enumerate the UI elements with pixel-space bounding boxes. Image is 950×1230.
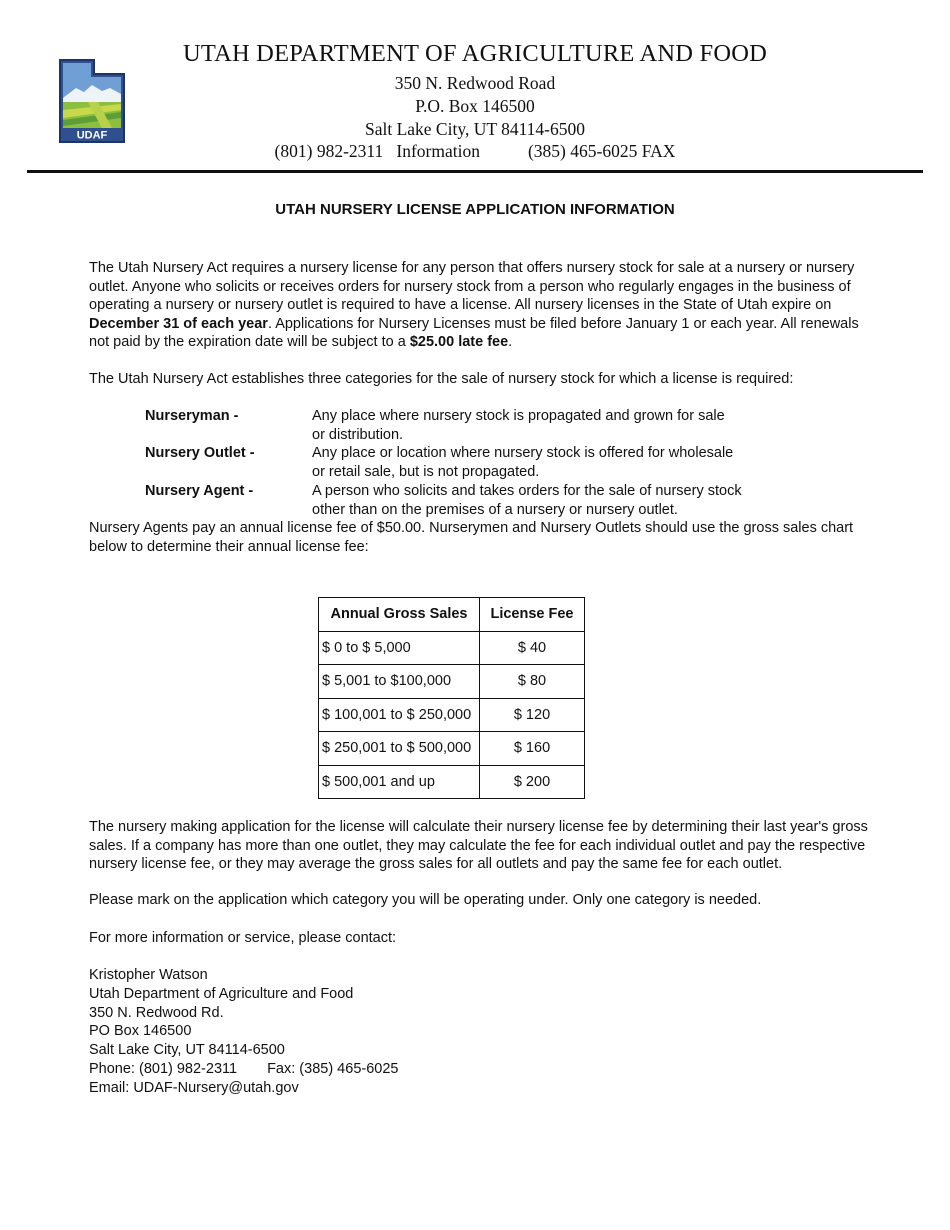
contact-street: 350 N. Redwood Rd. <box>89 1004 224 1021</box>
agency-phone: (801) 982-2311 <box>274 141 384 161</box>
udaf-logo <box>58 58 126 144</box>
contact-email: Email: UDAF-Nursery@utah.gov <box>89 1079 299 1096</box>
table-row <box>319 765 585 799</box>
column-header: License Fee <box>480 598 585 632</box>
contact-fax: Fax: (385) 465-6025 <box>267 1060 399 1077</box>
category-term: Nursery Agent - <box>145 483 254 499</box>
contact-phone: Phone: (801) 982-2311 <box>89 1060 238 1077</box>
contact-block <box>89 966 398 1098</box>
agent-fee-note: Nursery Agents pay an annual license fee of $50.00. Nurserymen and Nursery Outlets should use the gross sales chart below to determine their annual license fee: <box>89 520 854 555</box>
table-row <box>319 665 585 699</box>
contact-pobox: PO Box 146500 <box>89 1023 192 1040</box>
agency-phone-label: Information <box>396 141 480 161</box>
category-definition: Any place where nursery stock is propagated and grown for sale or distribution. <box>312 408 725 443</box>
expiry-date: December 31 of each year <box>89 315 268 332</box>
agency-address-line1: 350 N. Redwood Road <box>394 73 556 93</box>
contact-phone-line <box>89 1060 398 1079</box>
license-fee-table <box>318 597 585 799</box>
category-definition: A person who solicits and takes orders for the sale of nursery stock other than on the premises of a nursery or nursery outlet. <box>312 483 742 518</box>
license-fee-cell: $ 40 <box>480 631 585 665</box>
contact-intro: For more information or service, please contact: <box>89 930 397 946</box>
license-fee-cell: $ 80 <box>480 665 585 699</box>
table-row <box>319 631 585 665</box>
contact-city: Salt Lake City, UT 84114-6500 <box>89 1042 285 1059</box>
header-rule <box>27 170 923 173</box>
category-definition: Any place or location where nursery stock is offered for wholesale or retail sale, but is not propagated. <box>312 445 734 480</box>
license-fee-cell: $ 160 <box>480 732 585 766</box>
document-title: UTAH NURSERY LICENSE APPLICATION INFORMATION <box>275 201 675 218</box>
contact-org: Utah Department of Agriculture and Food <box>89 985 354 1002</box>
category-term: Nursery Outlet - <box>145 445 255 461</box>
agency-name: UTAH DEPARTMENT OF AGRICULTURE AND FOOD <box>182 40 768 67</box>
agency-fax: (385) 465-6025 FAX <box>527 141 676 161</box>
agency-address-line3: Salt Lake City, UT 84114-6500 <box>364 119 586 139</box>
category-mark-note: Please mark on the application which category you will be operating under. Only one category is needed. <box>89 892 762 908</box>
license-fee-cell: $ 120 <box>480 698 585 732</box>
table-row <box>319 698 585 732</box>
gross-sales-cell: $ 0 to $ 5,000 <box>319 631 480 665</box>
intro-paragraph: The Utah Nursery Act requires a nursery license for any person that offers nursery stock for sale at a nursery or nursery outlet. Anyone who solicits or receives orders for nursery stock from a person who regularly engages in the business of operating a nursery or nursery outlet is required to have a license. All nursery licenses in the State of Utah expire on December 31 of each year. Applications for Nursery Licenses must be filed before January 1 or each year. All renewals not paid by the expiration date will be subject to a $25.00 late fee. <box>89 260 859 350</box>
category-term: Nurseryman - <box>145 408 239 424</box>
table-header-row <box>319 598 585 632</box>
gross-sales-cell: $ 5,001 to $100,000 <box>319 665 480 699</box>
license-fee-cell: $ 200 <box>480 765 585 799</box>
contact-name: Kristopher Watson <box>89 967 208 983</box>
agency-phone-line <box>150 141 800 162</box>
logo-text: UDAF <box>76 129 108 142</box>
gross-sales-cell: $ 250,001 to $ 500,000 <box>319 732 480 766</box>
categories-intro: The Utah Nursery Act establishes three categories for the sale of nursery stock for which a license is required: <box>89 371 794 387</box>
late-fee: $25.00 late fee <box>409 334 509 350</box>
column-header: Annual Gross Sales <box>319 598 480 632</box>
agency-address-line2: P.O. Box 146500 <box>415 96 535 116</box>
gross-sales-cell: $ 100,001 to $ 250,000 <box>319 698 480 732</box>
table-row <box>319 732 585 766</box>
gross-sales-cell: $ 500,001 and up <box>319 765 480 799</box>
calculation-note: The nursery making application for the license will calculate their nursery license fee by determining their last year's gross sales. If a company has more than one outlet, they may calculate the fee for each individual outlet and pay the respective nursery license fee, or they may average the gross sales for all outlets and pay the same fee for each outlet. <box>89 819 868 872</box>
